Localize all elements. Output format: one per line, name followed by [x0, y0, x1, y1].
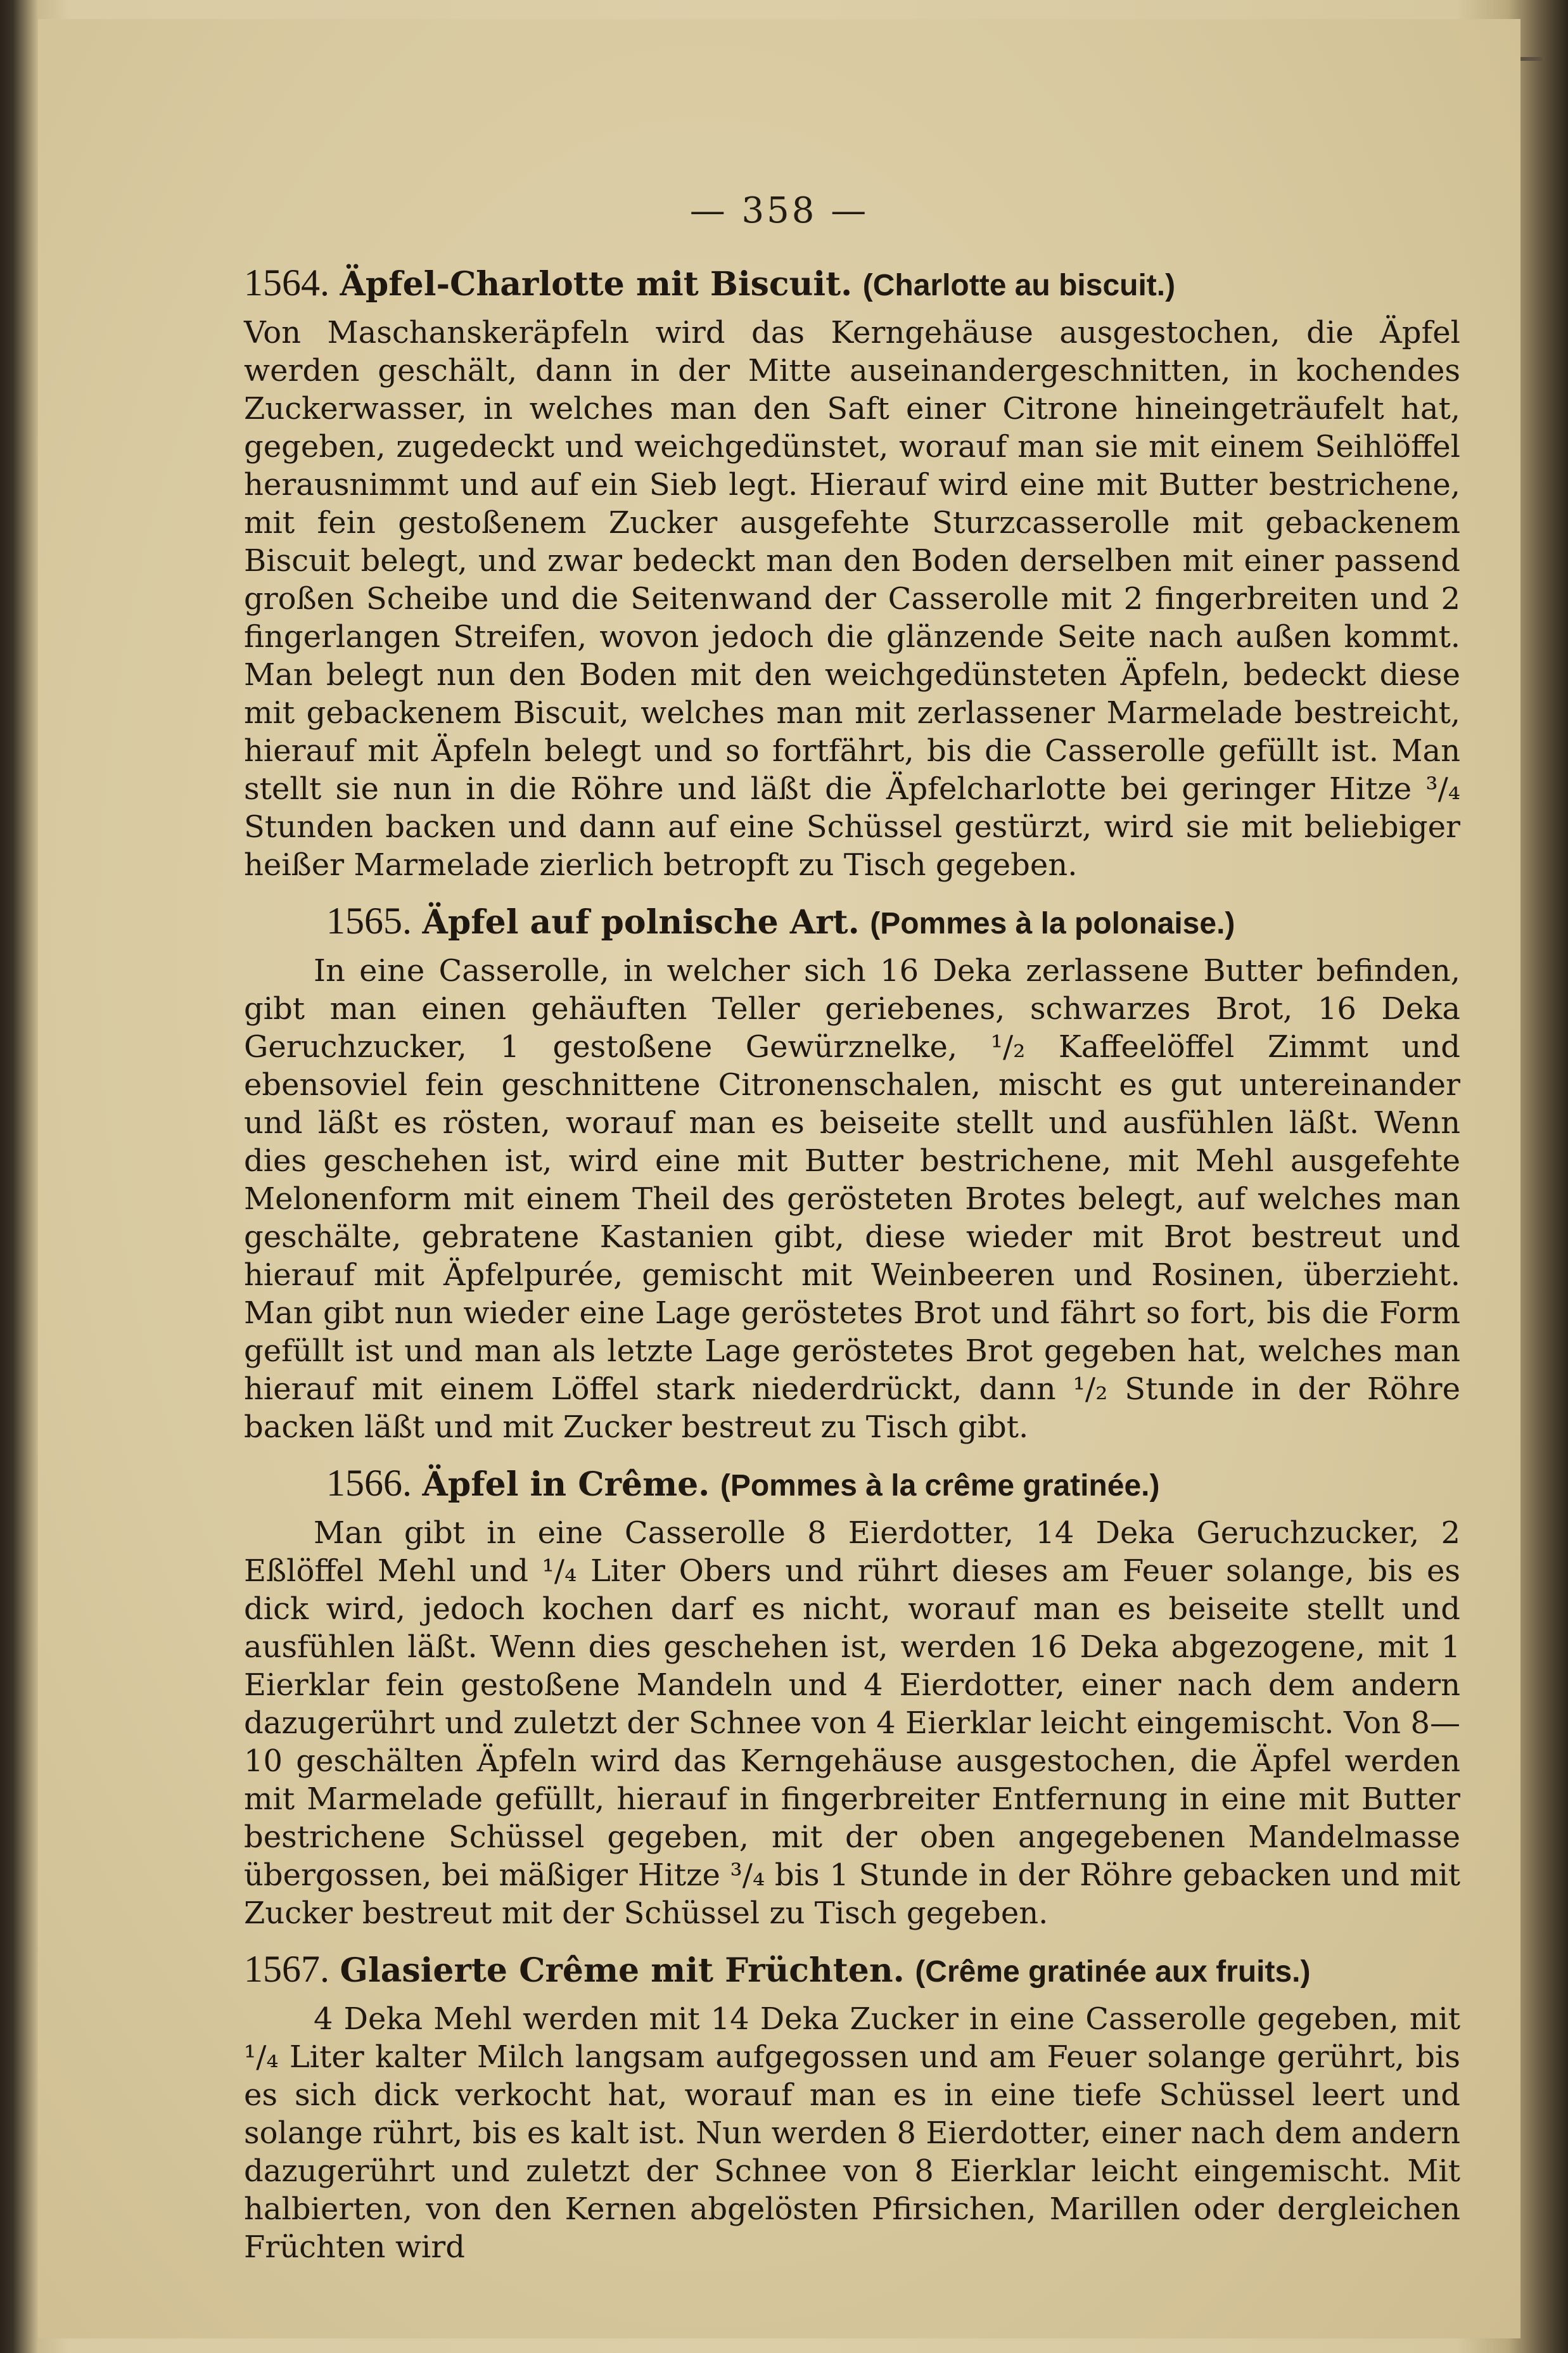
- recipe-text: In eine Casserolle, in welcher sich 16 Deka zerlassene Butter befinden, gibt man einen gehäuften Teller geriebenes, schwarzes Brot, 16 Deka Geruchzucker, 1 gestoßene Gewürznelke, ¹/₂ Kaffeelöffel Zimmt und ebensoviel fein geschnittene Citronenschalen, mischt es gut untereinander und läßt es rösten, worauf man es beiseite stellt und ausfühlen läßt. Wenn dies geschehen ist, wird eine mit Butter bestrichene, mit Mehl ausgefehte Melonenform mit einem Theil des gerösteten Brotes belegt, auf welches man geschälte, gebratene Kastanien gibt, diese wieder mit Brot bestreut und hierauf mit Äpfelpurée, gemischt mit Weinbeeren und Rosinen, überzieht. Man gibt nun wieder eine Lage geröstetes Brot und fährt so fort, bis die Form gefüllt ist und man als letzte Lage geröstetes Brot gegeben hat, welches man hierauf mit einem Löffel stark niederdrückt, dann ¹/₂ Stunde in der Röhre backen läßt und mit Zucker bestreut zu Tisch gibt.: [244, 953, 1460, 1445]
- recipe-title-german: Äpfel-Charlotte mit Biscuit.: [340, 265, 853, 304]
- recipe-number: 1564.: [244, 262, 329, 304]
- recipe-number: 1566.: [326, 1462, 412, 1504]
- recipe-number: 1565.: [326, 900, 412, 942]
- recipe-title-french: (Pommes à la polonaise.): [870, 907, 1235, 940]
- recipe-1565: [244, 898, 1460, 1446]
- recipe-number: 1567.: [244, 1948, 329, 1990]
- recipe-1566: [244, 1460, 1460, 1932]
- recipe-title-german: Äpfel auf polnische Art.: [422, 903, 860, 942]
- recipe-title: [244, 1460, 1460, 1509]
- recipe-1567: [244, 1946, 1460, 2266]
- recipe-text: Man gibt in eine Casserolle 8 Eierdotter, 14 Deka Geruchzucker, 2 Eßlöffel Mehl und ¹/₄ Liter Obers und rührt dieses am Feuer solange, bis es dick wird, jedoch kochen darf es nicht, worauf man es beiseite stellt und ausfühlen läßt. Wenn dies geschehen ist, werden 16 Deka abgezogene, mit 1 Eierklar fein gestoßene Mandeln und 4 Eierdotter, einer nach dem andern dazugerührt und zuletzt der Schnee von 4 Eierklar leicht eingemischt. Von 8—10 geschälten Äpfeln wird das Kerngehäuse ausgestochen, die Äpfel werden mit Marmelade gefüllt, hierauf in fingerbreiter Entfernung in eine mit Butter bestrichene Schüssel gegeben, mit der oben angegebenen Mandelmasse übergossen, bei mäßiger Hitze ³/₄ bis 1 Stunde in der Röhre gebacken und mit Zucker bestreut mit der Schüssel zu Tisch gegeben.: [244, 1515, 1460, 1931]
- recipe-title-french: (Charlotte au biscuit.): [862, 269, 1176, 302]
- recipe-title: [244, 260, 1460, 309]
- recipe-title-german: Glasierte Crême mit Früchten.: [340, 1951, 905, 1990]
- recipe-text: 4 Deka Mehl werden mit 14 Deka Zucker in eine Casserolle gegeben, mit ¹/₄ Liter kalter Milch langsam aufgegossen und am Feuer solange gerührt, bis es sich dick verkocht hat, worauf man es in eine tiefe Schüssel leert und solange rührt, bis es kalt ist. Nun werden 8 Eierdotter, einer nach dem andern dazugerührt und zuletzt der Schnee von 8 Eierklar leicht eingemischt. Mit halbierten, von den Kernen abgelösten Pfirsichen, Marillen oder dergleichen Früchten wird: [244, 2001, 1460, 2265]
- page-content: [244, 260, 1460, 2280]
- recipe-title-german: Äpfel in Crême.: [422, 1465, 710, 1504]
- recipe-title: [244, 1946, 1460, 1995]
- recipe-1564: [244, 260, 1460, 884]
- recipe-text: Von Maschanskeräpfeln wird das Kerngehäuse ausgestochen, die Äpfel werden geschält, dann in der Mitte auseinandergeschnitten, in kochendes Zuckerwasser, in welches man den Saft einer Citrone hineingeträufelt hat, gegeben, zugedeckt und weichgedünstet, worauf man sie mit einem Seihlöffel herausnimmt und auf ein Sieb legt. Hierauf wird eine mit Butter bestrichene, mit fein gestoßenem Zucker ausgefehte Sturzcasserolle mit gebackenem Biscuit belegt, und zwar bedeckt man den Boden derselben mit einer passend großen Scheibe und die Seitenwand der Casserolle mit 2 fingerbreiten und 2 fingerlangen Streifen, wovon jedoch die glänzende Seite nach außen kommt. Man belegt nun den Boden mit den weichgedünsteten Äpfeln, bedeckt diese mit gebackenem Biscuit, welches man mit zerlassener Marmelade bestreicht, hierauf mit Äpfeln belegt und so fortfährt, bis die Casserolle gefüllt ist. Man stellt sie nun in die Röhre und läßt die Äpfelcharlotte bei geringer Hitze ³/₄ Stunden backen und dann auf eine Schüssel gestürzt, wird sie mit beliebiger heißer Marmelade zierlich betropft zu Tisch gegeben.: [244, 315, 1460, 883]
- recipe-title-french: (Pommes à la crême gratinée.): [720, 1469, 1160, 1503]
- page-number: — 358 —: [689, 190, 869, 231]
- recipe-title-french: (Crême gratinée aux fruits.): [915, 1955, 1311, 1989]
- book-page: [38, 19, 1520, 2338]
- recipe-title: [244, 898, 1460, 947]
